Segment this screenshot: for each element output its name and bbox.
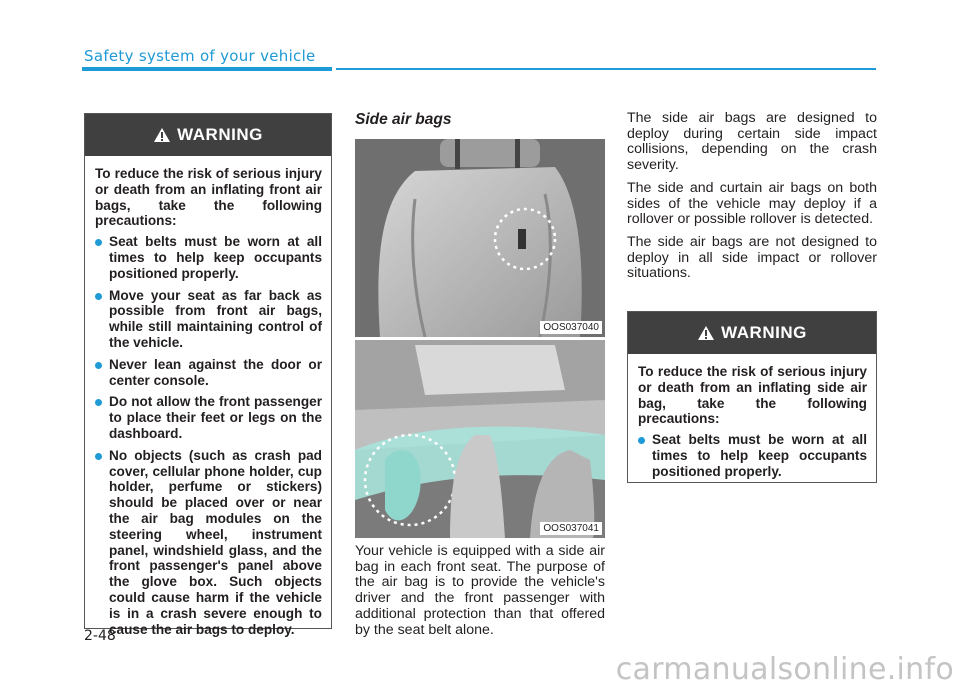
warning-header [85,114,331,156]
side-airbags-title: Side air bags [355,111,452,128]
section-header-title: Safety system of your vehicle [84,47,316,65]
warning-body [628,354,876,480]
deployment-text [627,111,877,289]
watermark: carmanualsonline.info [615,652,954,687]
warning-item: Seat belts must be worn at all times to help keep occupants positioned properly. [638,432,867,479]
warning-triangle-icon [697,325,715,341]
bullet-icon [95,293,102,300]
paragraph: Your vehicle is equipped with a side air bag in each front seat. The purpose of the air bag is to provide the vehicle's driver and the front passenger with additional protection than that offered by the seat belt alone. [355,543,605,638]
bullet-icon [638,437,645,444]
side-airbag-warning-box [627,311,877,483]
warning-triangle-icon [153,127,171,143]
bullet-icon [95,453,102,460]
warning-list [95,234,322,637]
warning-header [628,312,876,354]
paragraph: The side air bags are not designed to deploy in all side impact or rollover situations. [627,233,877,282]
warning-item: No objects (such as crash pad cover, cellular phone holder, cup holder, perfume or stickers) should be placed over or near the air bag modules on the steering wheel, instrument panel, windshield glass, and the front passenger's panel above the glove box. Such objects could cause harm if the vehicle is in a crash severe enough to cause the air bags to deploy. [95,448,322,638]
paragraph: The side and curtain air bags on both sides of the vehicle may deploy if a rollover or possible rollover is detected. [627,179,877,228]
warning-item: Never lean against the door or center console. [95,357,322,389]
seat-illustration [355,139,605,337]
warning-item: Do not allow the front passenger to place their feet or legs on the dashboard. [95,394,322,441]
warning-heading: WARNING [177,125,263,144]
cabin-airbag-figure [355,340,605,538]
warning-item: Move your seat as far back as possible from front air bags, while still maintaining control of the vehicle. [95,288,322,351]
paragraph: The side air bags are designed to deploy during certain side impact collisions, depending on the crash severity. [627,110,877,174]
seat-airbag-figure [355,139,605,337]
side-airbag-description [355,544,605,645]
warning-list [638,432,867,479]
warning-body [85,156,331,637]
figure-code: OOS037040 [540,321,602,334]
bullet-icon [95,362,102,369]
warning-intro: To reduce the risk of serious injury or death from an inflating front air bags, take the following precautions: [95,166,322,229]
warning-intro: To reduce the risk of serious injury or death from an inflating side air bag, take the following precautions: [638,364,867,427]
cabin-illustration [355,340,605,538]
bullet-icon [95,239,102,246]
warning-heading: WARNING [721,323,807,342]
warning-item: Seat belts must be worn at all times to help keep occupants positioned properly. [95,234,322,281]
bullet-icon [95,399,102,406]
header-rule-thin [336,68,876,70]
page-number: 2-48 [84,628,116,644]
header-rule-thick [82,67,332,71]
figure-code: OOS037041 [540,522,602,535]
